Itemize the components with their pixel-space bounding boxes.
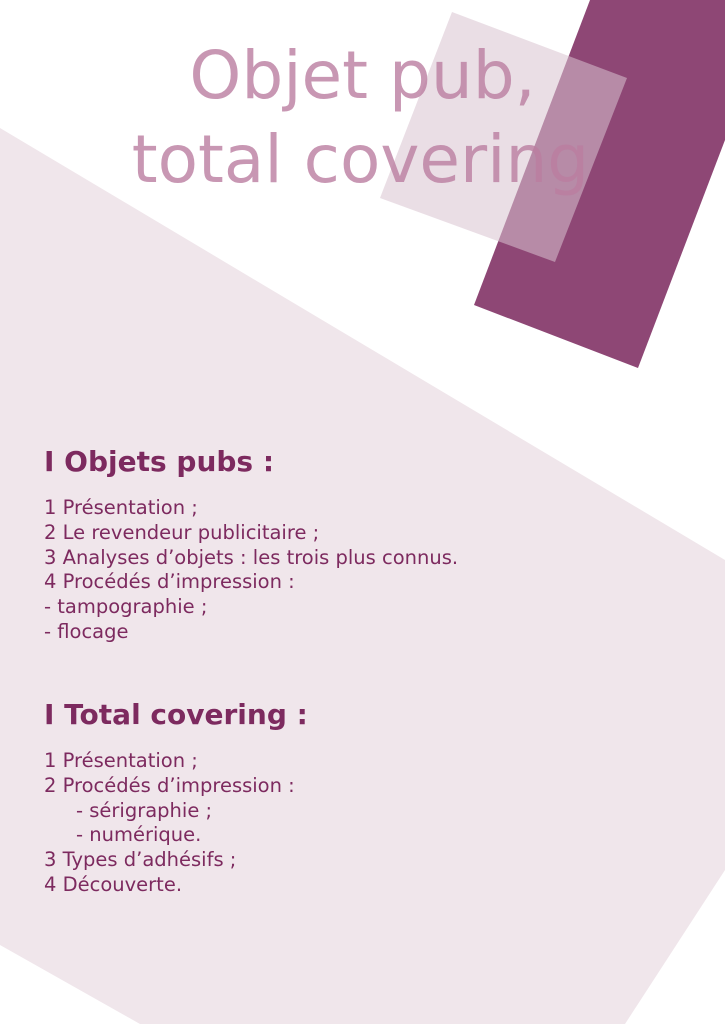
- title-line-2: total covering: [131, 121, 590, 198]
- list-item: 1 Présentation ;: [44, 496, 198, 519]
- title-line-1: Objet pub,: [189, 37, 536, 114]
- list-item: 1 Présentation ;: [44, 749, 198, 772]
- list-item: 4 Découverte.: [44, 872, 183, 896]
- section-list: [44, 749, 308, 898]
- list-item: 2 Procédés d’impression :: [44, 773, 295, 797]
- section-heading: I Objets pubs :: [44, 445, 275, 478]
- list-item: - flocage: [44, 619, 129, 643]
- list-item: - tampographie ;: [44, 595, 208, 619]
- list-item: 3 Analyses d’objets : les trois plus connus.: [44, 545, 459, 569]
- section-list: [44, 496, 458, 645]
- section-heading: I Total covering :: [44, 698, 308, 731]
- section-objets-pubs: [44, 442, 458, 645]
- list-item: 4 Procédés d’impression :: [44, 570, 295, 594]
- page-title: [0, 34, 725, 202]
- list-item: - numérique.: [76, 823, 202, 847]
- section-total-covering: [44, 695, 308, 898]
- list-item: - sérigraphie ;: [76, 798, 213, 822]
- list-item: 3 Types d’adhésifs ;: [44, 848, 237, 872]
- list-item: 2 Le revendeur publicitaire ;: [44, 520, 320, 544]
